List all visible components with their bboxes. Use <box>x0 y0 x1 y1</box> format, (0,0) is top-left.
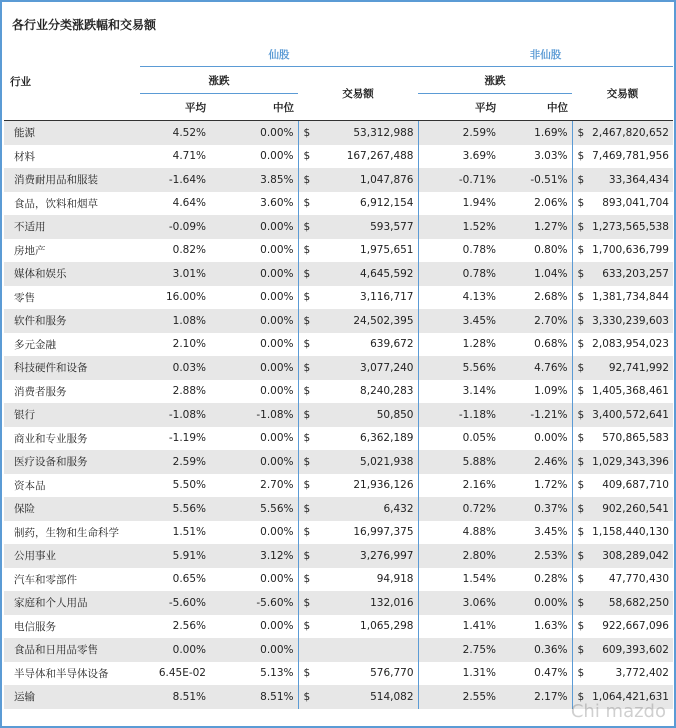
group-b-median-cell: 0.47% <box>500 662 572 686</box>
group-b-amount-cell: 1,405,368,461 <box>592 380 673 404</box>
industry-cell: 商业和专业服务 <box>4 427 140 451</box>
industry-cell: 银行 <box>4 403 140 427</box>
group-b-avg-cell: 5.88% <box>418 450 500 474</box>
group-a-amount-cell: 16,997,375 <box>320 521 418 545</box>
group-b-amount-cell: 570,865,583 <box>592 427 673 451</box>
industry-cell: 食品和日用品零售 <box>4 638 140 662</box>
group-a-median-cell: 0.00% <box>210 356 298 380</box>
industry-cell: 家庭和个人用品 <box>4 591 140 615</box>
group-a-avg-cell: 5.56% <box>140 497 210 521</box>
group-b-amount-cell: 409,687,710 <box>592 474 673 498</box>
group-b-median-cell: 0.00% <box>500 591 572 615</box>
group-a-median-cell: 0.00% <box>210 638 298 662</box>
group-a-currency-cell <box>298 638 320 662</box>
group-a-avg-cell: 2.59% <box>140 450 210 474</box>
group-b-amount-cell: 308,289,042 <box>592 544 673 568</box>
group-b-median-cell: 2.17% <box>500 685 572 709</box>
group-b-avg-cell: 3.14% <box>418 380 500 404</box>
group-b-currency-cell: $ <box>572 450 592 474</box>
group-b-currency-cell: $ <box>572 380 592 404</box>
group-a-avg-cell: 2.56% <box>140 615 210 639</box>
group-b-currency-cell: $ <box>572 638 592 662</box>
group-a-amount-cell: 3,276,997 <box>320 544 418 568</box>
group-a-median-cell: 2.70% <box>210 474 298 498</box>
group-b-avg-cell: 0.72% <box>418 497 500 521</box>
group-b-currency-cell: $ <box>572 403 592 427</box>
group-a-amount-cell: 6,362,189 <box>320 427 418 451</box>
group-a-amount-cell: 50,850 <box>320 403 418 427</box>
industry-cell: 消费耐用品和服装 <box>4 168 140 192</box>
group-a-avg-cell: 0.65% <box>140 568 210 592</box>
group-a-avg-cell: 1.08% <box>140 309 210 333</box>
group-b-currency-cell: $ <box>572 474 592 498</box>
group-b-median-cell: 2.68% <box>500 286 572 310</box>
group-b-median-header: 中位 <box>500 94 572 121</box>
table-row <box>4 192 673 216</box>
group-a-currency-cell: $ <box>298 333 320 357</box>
watermark: Chi mazdo <box>570 701 666 722</box>
group-b-amount-cell: 893,041,704 <box>592 192 673 216</box>
industry-cell: 不适用 <box>4 215 140 239</box>
industry-cell: 汽车和零部件 <box>4 568 140 592</box>
group-a-currency-cell: $ <box>298 262 320 286</box>
group-a-currency-cell: $ <box>298 215 320 239</box>
group-a-currency-cell: $ <box>298 192 320 216</box>
group-b-median-cell: 0.80% <box>500 239 572 263</box>
group-a-median-cell: 3.60% <box>210 192 298 216</box>
group-a-median-cell: 5.13% <box>210 662 298 686</box>
group-a-currency-cell: $ <box>298 497 320 521</box>
group-b-currency-cell: $ <box>572 239 592 263</box>
group-a-median-cell: 3.85% <box>210 168 298 192</box>
table-row <box>4 427 673 451</box>
group-b-currency-cell: $ <box>572 145 592 169</box>
industry-cell: 科技硬件和设备 <box>4 356 140 380</box>
group-a-currency-cell: $ <box>298 168 320 192</box>
group-a-avg-header: 平均 <box>140 94 210 121</box>
group-b-avg-cell: 5.56% <box>418 356 500 380</box>
industry-cell: 媒体和娱乐 <box>4 262 140 286</box>
industry-table <box>4 42 673 709</box>
group-a-median-cell: 0.00% <box>210 450 298 474</box>
group-a-avg-cell: 2.88% <box>140 380 210 404</box>
group-a-currency-cell: $ <box>298 591 320 615</box>
group-a-amount-cell: 24,502,395 <box>320 309 418 333</box>
table-row <box>4 380 673 404</box>
group-b-avg-cell: 1.54% <box>418 568 500 592</box>
group-b-median-cell: 0.37% <box>500 497 572 521</box>
group-b-median-cell: 0.36% <box>500 638 572 662</box>
industry-cell: 食品，饮料和烟草 <box>4 192 140 216</box>
group-a-median-cell: -5.60% <box>210 591 298 615</box>
group-b-currency-cell: $ <box>572 662 592 686</box>
group-a-amount-cell: 4,645,592 <box>320 262 418 286</box>
group-b-median-cell: 2.06% <box>500 192 572 216</box>
group-b-median-cell: 4.76% <box>500 356 572 380</box>
group-b-median-cell: 1.69% <box>500 121 572 145</box>
industry-cell: 保险 <box>4 497 140 521</box>
table-row <box>4 615 673 639</box>
group-a-avg-cell: -1.64% <box>140 168 210 192</box>
table-row <box>4 638 673 662</box>
group-b-avg-cell: 2.80% <box>418 544 500 568</box>
group-a-median-cell: 0.00% <box>210 262 298 286</box>
group-b-avg-cell: 0.05% <box>418 427 500 451</box>
table-row <box>4 662 673 686</box>
table-row <box>4 333 673 357</box>
table-row <box>4 568 673 592</box>
group-b-amount-cell: 609,393,602 <box>592 638 673 662</box>
group-a-avg-cell: 0.00% <box>140 638 210 662</box>
group-b-avg-cell: 0.78% <box>418 262 500 286</box>
group-a-amount-cell: 593,577 <box>320 215 418 239</box>
group-b-currency-cell: $ <box>572 192 592 216</box>
group-a-amount-cell: 3,077,240 <box>320 356 418 380</box>
group-b-amount-cell: 58,682,250 <box>592 591 673 615</box>
group-b-amount-cell: 902,260,541 <box>592 497 673 521</box>
group-a-currency-cell: $ <box>298 615 320 639</box>
group-a-currency-cell: $ <box>298 521 320 545</box>
group-b-amount-cell: 3,330,239,603 <box>592 309 673 333</box>
industry-cell: 制药，生物和生命科学 <box>4 521 140 545</box>
group-a-header: 仙股 <box>140 42 418 67</box>
table-row <box>4 215 673 239</box>
group-b-currency-cell: $ <box>572 591 592 615</box>
group-b-avg-cell: -1.18% <box>418 403 500 427</box>
table-row <box>4 403 673 427</box>
industry-cell: 能源 <box>4 121 140 145</box>
group-a-avg-cell: 0.03% <box>140 356 210 380</box>
group-a-amount-cell: 8,240,283 <box>320 380 418 404</box>
industry-cell: 电信服务 <box>4 615 140 639</box>
group-a-amount-cell: 639,672 <box>320 333 418 357</box>
group-b-avg-cell: 3.45% <box>418 309 500 333</box>
group-a-median-cell: -1.08% <box>210 403 298 427</box>
group-a-median-cell: 0.00% <box>210 521 298 545</box>
group-a-currency-cell: $ <box>298 145 320 169</box>
group-a-median-cell: 0.00% <box>210 215 298 239</box>
group-a-median-cell: 0.00% <box>210 239 298 263</box>
group-b-currency-cell: $ <box>572 121 592 145</box>
industry-cell: 材料 <box>4 145 140 169</box>
group-b-median-cell: 1.27% <box>500 215 572 239</box>
group-a-amount-cell: 6,912,154 <box>320 192 418 216</box>
industry-cell: 半导体和半导体设备 <box>4 662 140 686</box>
group-a-amount-cell: 576,770 <box>320 662 418 686</box>
group-a-currency-cell: $ <box>298 239 320 263</box>
group-a-median-cell: 0.00% <box>210 615 298 639</box>
group-b-median-cell: 2.46% <box>500 450 572 474</box>
group-b-avg-cell: 3.06% <box>418 591 500 615</box>
group-b-currency-cell: $ <box>572 497 592 521</box>
group-a-currency-cell: $ <box>298 427 320 451</box>
group-b-header: 非仙股 <box>418 42 673 67</box>
group-b-currency-cell: $ <box>572 356 592 380</box>
group-b-currency-cell: $ <box>572 168 592 192</box>
group-a-amount-cell: 5,021,938 <box>320 450 418 474</box>
group-a-avg-cell: 4.52% <box>140 121 210 145</box>
table-row <box>4 262 673 286</box>
group-b-avg-cell: 2.59% <box>418 121 500 145</box>
group-a-amount-cell: 94,918 <box>320 568 418 592</box>
group-b-currency-cell: $ <box>572 333 592 357</box>
group-b-median-cell: 1.09% <box>500 380 572 404</box>
group-b-median-cell: 0.68% <box>500 333 572 357</box>
industry-cell: 软件和服务 <box>4 309 140 333</box>
group-a-currency-cell: $ <box>298 309 320 333</box>
group-b-avg-cell: 1.41% <box>418 615 500 639</box>
group-a-amount-cell: 514,082 <box>320 685 418 709</box>
table-row <box>4 450 673 474</box>
group-a-amount-cell: 1,047,876 <box>320 168 418 192</box>
group-b-currency-cell: $ <box>572 615 592 639</box>
group-a-avg-cell: 16.00% <box>140 286 210 310</box>
group-b-currency-cell: $ <box>572 309 592 333</box>
industry-cell: 资本品 <box>4 474 140 498</box>
group-a-currency-cell: $ <box>298 474 320 498</box>
group-a-change-header: 涨跌 <box>140 67 298 94</box>
group-a-avg-cell: -1.08% <box>140 403 210 427</box>
group-b-currency-cell: $ <box>572 521 592 545</box>
group-b-avg-cell: -0.71% <box>418 168 500 192</box>
group-a-amount-cell: 21,936,126 <box>320 474 418 498</box>
industry-cell: 房地产 <box>4 239 140 263</box>
group-a-amount-cell: 3,116,717 <box>320 286 418 310</box>
group-b-currency-cell: $ <box>572 685 592 709</box>
group-a-currency-cell: $ <box>298 662 320 686</box>
group-a-avg-cell: 0.82% <box>140 239 210 263</box>
group-b-amount-cell: 1,700,636,799 <box>592 239 673 263</box>
group-b-avg-cell: 1.28% <box>418 333 500 357</box>
group-b-amount-cell: 2,083,954,023 <box>592 333 673 357</box>
group-a-median-cell: 5.56% <box>210 497 298 521</box>
industry-cell: 医疗设备和服务 <box>4 450 140 474</box>
group-b-avg-cell: 3.69% <box>418 145 500 169</box>
group-b-currency-cell: $ <box>572 262 592 286</box>
group-a-median-cell: 0.00% <box>210 145 298 169</box>
group-a-avg-cell: 6.45E-02 <box>140 662 210 686</box>
group-a-currency-cell: $ <box>298 356 320 380</box>
table-row <box>4 544 673 568</box>
group-b-change-header: 涨跌 <box>418 67 572 94</box>
industry-cell: 多元金融 <box>4 333 140 357</box>
group-b-amount-cell: 47,770,430 <box>592 568 673 592</box>
group-b-median-cell: -1.21% <box>500 403 572 427</box>
group-a-avg-cell: -1.19% <box>140 427 210 451</box>
group-a-avg-cell: 4.64% <box>140 192 210 216</box>
group-a-currency-cell: $ <box>298 568 320 592</box>
group-a-avg-cell: 8.51% <box>140 685 210 709</box>
group-a-median-cell: 0.00% <box>210 286 298 310</box>
table-row <box>4 121 673 145</box>
report-title: 各行业分类涨跌幅和交易额 <box>12 18 157 32</box>
group-a-currency-cell: $ <box>298 685 320 709</box>
group-a-median-cell: 0.00% <box>210 568 298 592</box>
group-b-amount-cell: 3,400,572,641 <box>592 403 673 427</box>
group-b-amount-cell: 7,469,781,956 <box>592 145 673 169</box>
table-row <box>4 145 673 169</box>
group-b-amount-cell: 633,203,257 <box>592 262 673 286</box>
group-a-currency-cell: $ <box>298 380 320 404</box>
group-a-median-cell: 0.00% <box>210 427 298 451</box>
group-b-avg-cell: 1.52% <box>418 215 500 239</box>
group-a-median-cell: 0.00% <box>210 121 298 145</box>
group-b-amount-cell: 3,772,402 <box>592 662 673 686</box>
group-b-amount-cell: 92,741,992 <box>592 356 673 380</box>
group-b-avg-cell: 2.55% <box>418 685 500 709</box>
group-a-avg-cell: -0.09% <box>140 215 210 239</box>
group-a-amount-cell: 167,267,488 <box>320 145 418 169</box>
group-a-currency-cell: $ <box>298 450 320 474</box>
group-b-avg-cell: 4.88% <box>418 521 500 545</box>
group-b-median-cell: 0.28% <box>500 568 572 592</box>
group-b-amount-cell: 2,467,820,652 <box>592 121 673 145</box>
group-a-amount-cell: 132,016 <box>320 591 418 615</box>
group-b-avg-cell: 1.31% <box>418 662 500 686</box>
group-a-amount-header: 交易额 <box>298 67 418 121</box>
group-a-median-cell: 8.51% <box>210 685 298 709</box>
group-a-amount-cell: 6,432 <box>320 497 418 521</box>
table-row <box>4 497 673 521</box>
group-b-amount-cell: 33,364,434 <box>592 168 673 192</box>
group-a-amount-cell: 1,975,651 <box>320 239 418 263</box>
group-a-avg-cell: 3.01% <box>140 262 210 286</box>
group-b-avg-cell: 4.13% <box>418 286 500 310</box>
group-a-currency-cell: $ <box>298 286 320 310</box>
group-b-currency-cell: $ <box>572 286 592 310</box>
group-b-median-cell: 1.04% <box>500 262 572 286</box>
group-a-median-cell: 0.00% <box>210 380 298 404</box>
group-a-avg-cell: 4.71% <box>140 145 210 169</box>
group-b-median-cell: 3.45% <box>500 521 572 545</box>
table-row <box>4 356 673 380</box>
group-b-amount-cell: 922,667,096 <box>592 615 673 639</box>
group-b-median-cell: 3.03% <box>500 145 572 169</box>
group-a-avg-cell: -5.60% <box>140 591 210 615</box>
group-b-amount-cell: 1,273,565,538 <box>592 215 673 239</box>
group-b-avg-cell: 1.94% <box>418 192 500 216</box>
table-row <box>4 286 673 310</box>
group-a-currency-cell: $ <box>298 121 320 145</box>
group-b-amount-cell: 1,029,343,396 <box>592 450 673 474</box>
group-b-amount-cell: 1,381,734,844 <box>592 286 673 310</box>
industry-cell: 零售 <box>4 286 140 310</box>
group-a-currency-cell: $ <box>298 544 320 568</box>
group-a-median-header: 中位 <box>210 94 298 121</box>
table-body <box>4 121 673 709</box>
group-a-median-cell: 0.00% <box>210 333 298 357</box>
industry-cell: 运输 <box>4 685 140 709</box>
industry-header: 行业 <box>4 42 140 121</box>
group-a-amount-cell <box>320 638 418 662</box>
industry-cell: 公用事业 <box>4 544 140 568</box>
group-b-currency-cell: $ <box>572 215 592 239</box>
group-a-avg-cell: 5.91% <box>140 544 210 568</box>
group-b-median-cell: 0.00% <box>500 427 572 451</box>
group-b-avg-cell: 2.16% <box>418 474 500 498</box>
table-row <box>4 239 673 263</box>
group-a-currency-cell: $ <box>298 403 320 427</box>
group-b-currency-cell: $ <box>572 427 592 451</box>
group-a-avg-cell: 5.50% <box>140 474 210 498</box>
table-row <box>4 521 673 545</box>
group-b-currency-cell: $ <box>572 544 592 568</box>
group-b-median-cell: 2.70% <box>500 309 572 333</box>
table-row <box>4 168 673 192</box>
group-b-avg-cell: 0.78% <box>418 239 500 263</box>
table-row <box>4 591 673 615</box>
group-b-amount-cell: 1,064,421,631 <box>592 685 673 709</box>
group-b-amount-header: 交易额 <box>572 67 673 121</box>
group-a-avg-cell: 2.10% <box>140 333 210 357</box>
group-b-median-cell: 2.53% <box>500 544 572 568</box>
group-b-amount-cell: 1,158,440,130 <box>592 521 673 545</box>
group-a-median-cell: 0.00% <box>210 309 298 333</box>
group-a-avg-cell: 1.51% <box>140 521 210 545</box>
group-b-avg-cell: 2.75% <box>418 638 500 662</box>
table-row <box>4 474 673 498</box>
table-row <box>4 309 673 333</box>
group-b-median-cell: -0.51% <box>500 168 572 192</box>
group-a-amount-cell: 1,065,298 <box>320 615 418 639</box>
group-b-median-cell: 1.72% <box>500 474 572 498</box>
group-a-median-cell: 3.12% <box>210 544 298 568</box>
industry-cell: 消费者服务 <box>4 380 140 404</box>
group-b-median-cell: 1.63% <box>500 615 572 639</box>
group-a-amount-cell: 53,312,988 <box>320 121 418 145</box>
group-b-currency-cell: $ <box>572 568 592 592</box>
group-b-avg-header: 平均 <box>418 94 500 121</box>
